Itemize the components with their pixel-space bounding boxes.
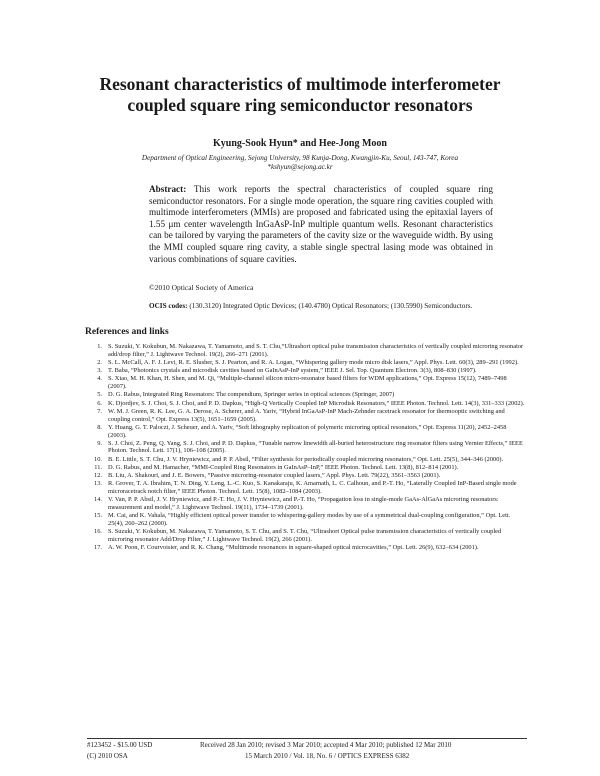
- reference-number: 1.: [97, 343, 102, 350]
- reference-item: [88, 375, 526, 391]
- author-email[interactable]: *kshyun@sejong.ac.kr: [267, 163, 333, 171]
- reference-item: [88, 496, 526, 512]
- reference-item: [88, 359, 526, 367]
- reference-item: [88, 528, 526, 544]
- reference-list: [88, 343, 526, 552]
- reference-text: S. Suzuki, Y. Kokubun, M. Nakazawa, T. Yamamoto, S. T. Chu, and S. T. Chu, “Ultrashort Optical pulse transmission characteristics of vertically coupled microring resonator Add/Drop Filter,” J. Lightwave Technol. 19(2), 266 (2001).: [108, 528, 502, 543]
- reference-text: D. G. Rabus, and M. Hamacher, “MMI-Coupled Ring Resonators in GaInAsP–InP,” IEEE Photon. Technol. Lett. 13(8), 812–814 (2001).: [108, 463, 459, 471]
- reference-number: 15.: [94, 512, 102, 520]
- paper-title: Resonant characteristics of multimode interferometer coupled square ring semiconductor resonators: [99, 74, 501, 115]
- reference-item: [88, 408, 526, 424]
- references-heading: References and links: [85, 327, 169, 337]
- reference-number: 12.: [94, 472, 102, 480]
- footer-article-ref: #123452 - $15.00 USD: [87, 741, 153, 749]
- abstract: [149, 184, 493, 265]
- reference-number: 7.: [97, 407, 102, 415]
- footer-divider: [87, 738, 527, 739]
- reference-number: 16.: [94, 528, 102, 536]
- reference-text: S. Xiao, M. H. Khan, H. Shen, and M. Qi, “Multiple-channel silicon micro-resonator based filters for WDM applications,” Opt. Express 15(12), 7489–7498 (2007).: [108, 375, 507, 391]
- reference-number: 2.: [97, 358, 102, 366]
- affiliation: [95, 154, 505, 172]
- reference-number: 11.: [94, 463, 102, 471]
- reference-text: S. Suzuki, Y. Kokubun, M. Nakazawa, T. Yamamoto, and S. T. Chu,“Ultrashort optical pulse transmission characteristics of vertically coupled microring resonator add/drop filter,” J. Lightwave Technol. 19(2), 266–271 (2001).: [108, 343, 524, 358]
- reference-number: 8.: [97, 423, 102, 431]
- reference-number: 3.: [97, 367, 102, 375]
- reference-item: [88, 480, 526, 496]
- reference-text: M. Cai, and K. Vahala, “Highly efficient optical power transfer to whispering-gallery modes by use of a symmetrical dual-coupling configuration,” Opt. Lett. 25(4), 260–262 (2000).: [108, 512, 511, 527]
- footer-journal: 15 March 2010 / Vol. 18, No. 6 / OPTICS EXPRESS 6382: [245, 752, 410, 760]
- reference-text: B. Liu, A. Shakouri, and J. E. Bowers, “Passive microring-resonator coupled lasers,” Appl. Phys. Lett. 79(22), 3561–3563 (2001).: [108, 472, 441, 480]
- reference-number: 13.: [94, 480, 102, 488]
- ocis-text: (130.3120) Integrated Optic Devices; (140.4780) Optical Resonators; (130.5990) Semiconductors.: [189, 302, 473, 310]
- reference-item: [88, 400, 526, 408]
- copyright-line: ©2010 Optical Society of America: [149, 283, 254, 292]
- reference-item: [88, 472, 526, 480]
- reference-item: [88, 440, 526, 456]
- reference-number: 17.: [94, 544, 102, 552]
- abstract-label: Abstract:: [149, 184, 187, 194]
- reference-number: 10.: [94, 455, 102, 463]
- reference-text: A. W. Poon, F. Courvoisier, and R. K. Chang, “Multimode resonances in square-shaped optical microcavities,” Opt. Lett. 26(9), 632–634 (2001).: [108, 544, 479, 552]
- affiliation-text: Department of Optical Engineering, Sejong University, 98 Kunja-Dong, Kwangjin-Ku, Seoul, 143-747, Korea: [141, 154, 459, 162]
- footer-dates: Received 28 Jan 2010; revised 3 Mar 2010; accepted 4 Mar 2010; published 12 Mar 2010: [200, 741, 452, 749]
- reference-text: S. L. McCall, A. F. J. Levi, R. E. Slusher, S. J. Pearton, and R. A. Logan, “Whispering gallery mode micro disk lasers,” Appl. Phys. Lett. 60(3), 289–291 (1992).: [108, 358, 519, 366]
- ocis-label: OCIS codes:: [149, 302, 188, 310]
- reference-item: [88, 343, 526, 359]
- author-list: Kyung-Sook Hyun* and Hee-Jong Moon: [213, 138, 387, 149]
- reference-item: [88, 464, 526, 472]
- reference-text: K. Djordjev, S. J. Choi, S. J. Choi, and P. D. Dapkus, “High-Q Vertically Coupled InP Microdisk Resonators,” IEEE Photon. Technol. Lett. 14(3), 331–333 (2002).: [108, 399, 525, 407]
- reference-item: [88, 456, 526, 464]
- reference-text: R. Grover, T. A. Ibrahim, T. N. Ding, Y. Leng, L.-C. Kuo, S. Kanakaraju, K. Amarnath, L. C. Calhoun, and P.-T. Ho, “Laterally Coupled InP-Based single mode microracetrack notch filter,” IEEE Photon. Technol. Lett. 15(8), 1082–1084 (2003).: [108, 480, 517, 496]
- reference-item: [88, 367, 526, 375]
- reference-text: D. G. Rabus, Integrated Ring Resonators: The compendium, Springer series in optical sciences (Springer, 2007): [108, 391, 395, 399]
- reference-number: 14.: [94, 496, 102, 504]
- reference-text: B. E. Little, S. T. Chu, J. V. Hryniewicz, and P. P. Absil, “Filter synthesis for periodically coupled microring resonators,” Opt. Lett. 25(5), 344–346 (2000).: [108, 455, 504, 463]
- reference-item: [88, 391, 526, 399]
- abstract-text: This work reports the spectral characteristics of coupled square ring semiconductor resonators. For a single mode operation, the square ring cavities coupled with multimode interferometers (MMIs) are proposed and fabricated using the epitaxial layers of 1.55 μm center wavelength InGaAsP-InP multiple quantum wells. Resonant characteristics can be tailored by varying the parameters of the cavity size or the waveguide width. By using the MMI coupled square ring cavity, a stable single spectral lasing mode was obtained in various combinations of square cavities.: [149, 184, 493, 264]
- reference-text: Y. Huang, G. T. Paloczi, J. Scheuer, and A. Yariv, “Soft lithography replication of polymeric microring optical resonators,” Opt. Express 11(20), 2452–2458 (2003).: [108, 423, 507, 439]
- reference-number: 5.: [97, 391, 102, 399]
- reference-item: [88, 544, 526, 552]
- reference-text: T. Baba, “Photonics crystals and microdisk cavities based on GaInAsP-InP system,” IEEE J. Sel. Top. Quantum Electron. 3(3), 808–830 (1997).: [108, 367, 477, 375]
- footer-copyright: (C) 2010 OSA: [87, 752, 128, 760]
- reference-number: 4.: [97, 375, 102, 383]
- reference-number: 6.: [97, 399, 102, 407]
- reference-item: [88, 424, 526, 440]
- reference-text: V. Van, P. P. Absil, J. V. Hryniewicz, and P.-T. Ho, J. V. Hryniewicz, and P.-T. Ho, “Propagation loss in single-mode GaAs-AlGaAs microring resonators: measurement and model,” J. Lightwave Technol. 19(11), 1734–1739 (2001).: [108, 496, 499, 512]
- reference-number: 9.: [97, 439, 102, 447]
- reference-text: W. M. J. Green, R. K. Lee, G. A. Derose, A. Scherer, and A. Yariv, “Hybrid InGaAsP-InP Mach-Zehnder racetrack resonator for thermooptic switching and coupling control,” Opt. Express 13(5), 1651–1659 (2005).: [108, 407, 505, 423]
- ocis-codes: [149, 302, 493, 311]
- reference-item: [88, 512, 526, 528]
- reference-text: S. J. Choi, Z. Peng, Q. Yang, S. J. Choi, and P. D. Dapkus, “Tunable narrow linewidth all-buried heterostructure ring resonator filters using Vernier Effects,” IEEE Photon. Technol. Lett. 17(1), 106–108 (2005).: [108, 439, 523, 455]
